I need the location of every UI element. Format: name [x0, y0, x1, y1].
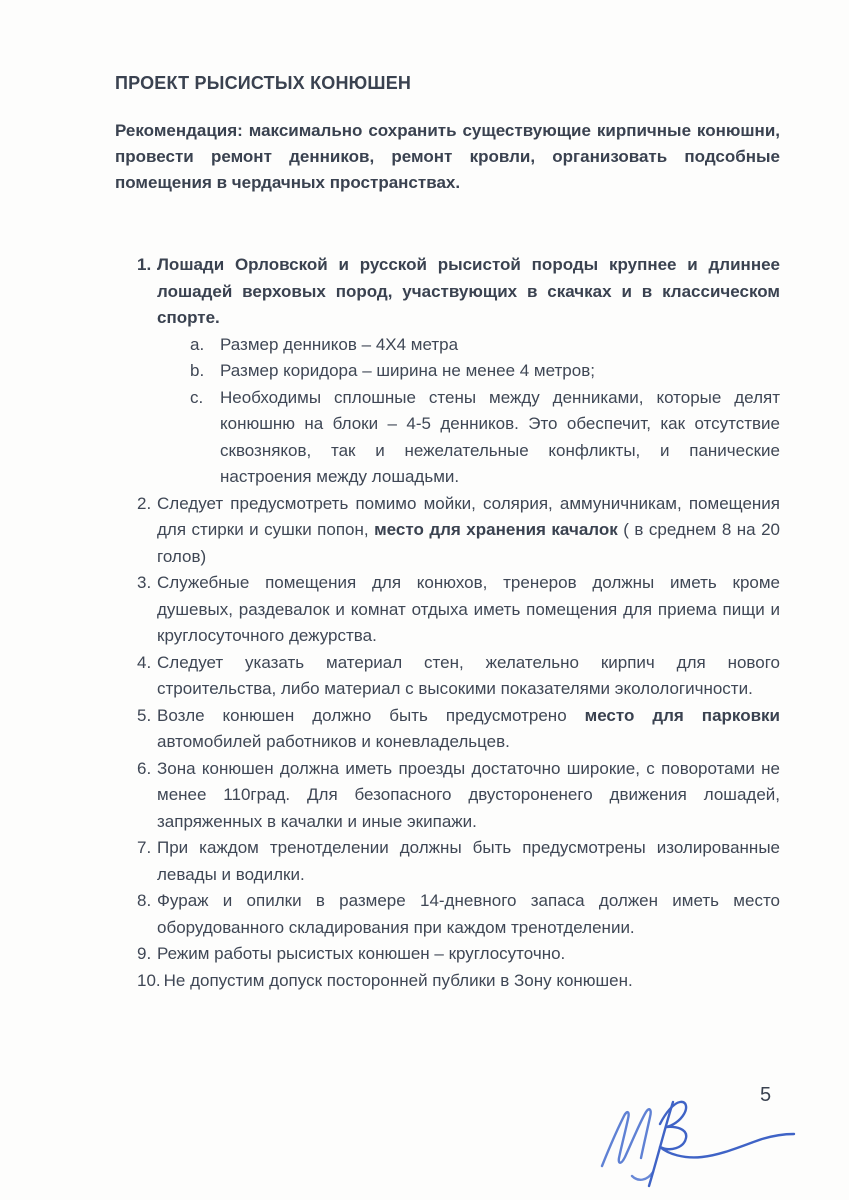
document-content: [115, 73, 780, 994]
list-subitem-marker: b.: [190, 361, 205, 380]
list-item-text: Не допустим допуск посторонней публики в Зону конюшен.: [163, 970, 633, 990]
page-number: 5: [760, 1084, 772, 1106]
list-item-number: 7.: [137, 838, 152, 857]
list-item: [137, 835, 780, 888]
numbered-list: [115, 252, 780, 994]
list-item-number: 8.: [137, 891, 152, 910]
list-item: [137, 491, 780, 571]
list-item-number: 1.: [137, 255, 152, 274]
list-subitem-text: Размер коридора – ширина не менее 4 метров;: [220, 361, 595, 380]
list-subitem: [190, 332, 780, 359]
list-item: [137, 570, 780, 650]
list-item-number: 5.: [137, 705, 152, 725]
list-subitem: [190, 385, 780, 491]
list-item-number: 3.: [137, 573, 152, 592]
list-item-text: Лошади Орловской и русской рысистой породы крупнее и длиннее лошадей верховых пород, участвующих в скачках и в классическом спорте. a. Размер денников – 4Х4 метра b. Размер коридора – ширина не менее 4 метров; c. Необходимы сплошные стены между денниками, которые делят конюшню на блоки – 4-5 денников. Это обеспечит, как отсутствие сквозняков, так и нежелательные конфликты, и панические настроения между лошадьми.: [157, 252, 780, 491]
list-subitem-text: Размер денников – 4Х4 метра: [220, 334, 459, 354]
list-item-number: 6.: [137, 758, 152, 778]
list-subitem-marker: a.: [190, 334, 205, 354]
list-item: [137, 756, 780, 836]
list-item: [137, 650, 780, 703]
list-item-number: 10.: [137, 970, 161, 990]
list-item-text: Служебные помещения для конюхов, тренеров должны иметь кроме душевых, раздевалок и комнат отдыха иметь помещения для приема пищи и круглосуточного дежурства.: [157, 573, 780, 645]
page-title: ПРОЕКТ РЫСИСТЫХ КОНЮШЕН: [115, 73, 412, 93]
recommendation-paragraph: Рекомендация: максимально сохранить существующие кирпичные конюшни, провести ремонт денников, ремонт кровли, организовать подсобные помещения в чердачных пространствах.: [115, 121, 780, 192]
list-item-text: Следует предусмотреть помимо мойки, солярия, аммуничникам, помещения для стирки и сушки попон, место для хранения качалок ( в среднем 8 на 20 голов): [157, 493, 780, 566]
list-item-number: 9.: [137, 944, 152, 963]
list-item-text: Следует указать материал стен, желательно кирпич для нового строительства, либо материал с высокими показателями эколологичности.: [157, 652, 780, 698]
list-item-text: Фураж и опилки в размере 14-дневного запаса должен иметь место оборудованного складирования при каждом тренотделении.: [157, 891, 780, 937]
list-subitem-text: Необходимы сплошные стены между денниками, которые делят конюшню на блоки – 4-5 денников. Это обеспечит, как отсутствие сквозняков, так и нежелательные конфликты, и панические настроения между лошадьми.: [220, 387, 780, 486]
list-item: [137, 968, 780, 995]
list-item: [137, 941, 780, 968]
list-item-number: 4.: [137, 652, 152, 672]
list-subitem: [190, 358, 780, 385]
list-item-text: Режим работы рысистых конюшен – круглосуточно.: [157, 944, 566, 963]
list-item: [137, 252, 780, 491]
list-item-text: При каждом тренотделении должны быть предусмотрены изолированные левады и водилки.: [157, 838, 780, 884]
list-item: [137, 703, 780, 756]
list-item-number: 2.: [137, 493, 152, 513]
list-subitem-marker: c.: [190, 387, 204, 407]
list-item-text: Возле конюшен должно быть предусмотрено место для парковки автомобилей работников и коневладельцев.: [157, 705, 780, 751]
list-item-text: Зона конюшен должна иметь проезды достаточно широкие, с поворотами не менее 110град. Для безопасного двустороненего движения лошадей, запряженных в качалки и иные экипажи.: [157, 758, 780, 831]
list-item: [137, 888, 780, 941]
handwritten-signature-icon: [596, 1096, 800, 1194]
